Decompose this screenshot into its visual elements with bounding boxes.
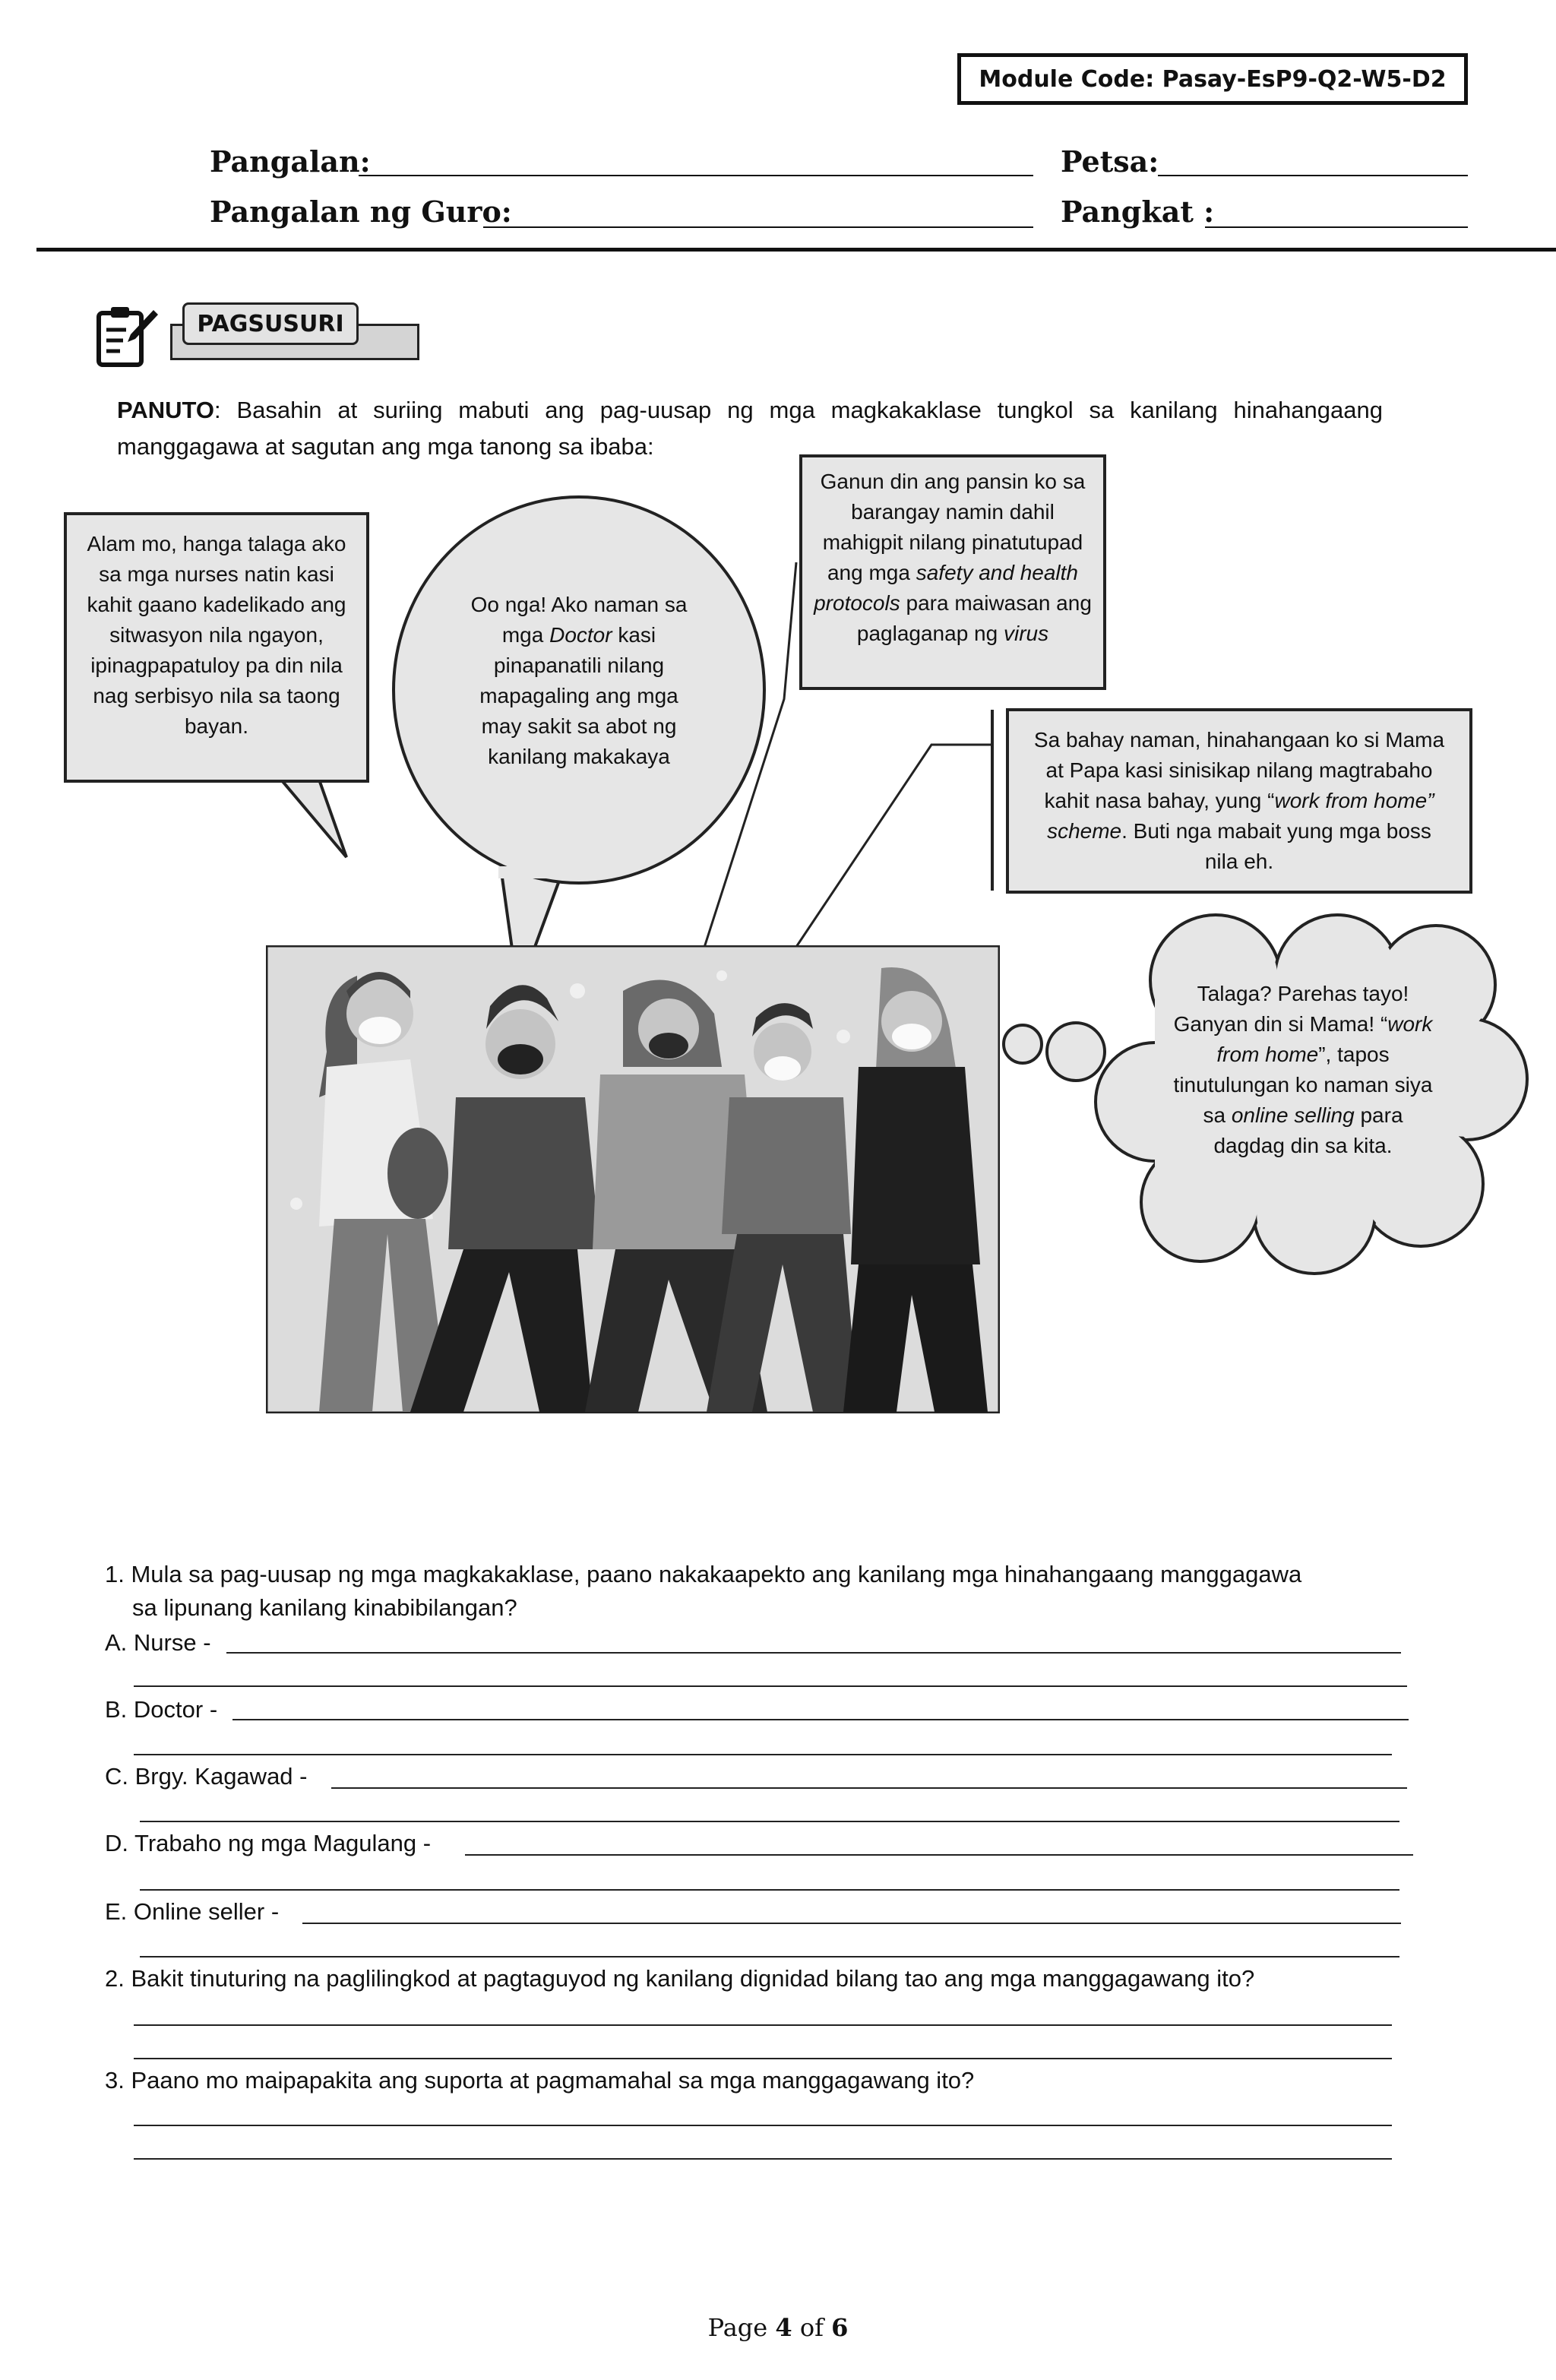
barangay-text-em2: virus	[1003, 622, 1049, 645]
answer-e-line-2[interactable]	[140, 1956, 1399, 1957]
answer-e-label: E. Online seller -	[105, 1898, 280, 1925]
doctor-text-em: Doctor	[549, 623, 612, 647]
nurse-speech-bubble	[64, 512, 369, 783]
answer-b-line-2[interactable]	[134, 1754, 1392, 1755]
answer-c-line-2[interactable]	[140, 1821, 1399, 1822]
classmates-illustration	[266, 945, 1000, 1413]
barangay-text-em1: safety and health protocols	[814, 561, 1079, 615]
barangay-text-1: Ganun din ang pansin ko sa barangay namin dahil mahigpit nilang pinatutupad ang mga	[820, 470, 1086, 584]
question-1-continued: sa lipunang kanilang kinabibilangan?	[132, 1594, 517, 1621]
question-2: 2. Bakit tinuturing na paglilingkod at pagtaguyod ng kanilang dignidad bilang tao ang mga manggagawang ito?	[105, 1965, 1255, 1992]
answer-a-line-1[interactable]	[226, 1652, 1401, 1654]
name-label: Pangalan:	[210, 144, 371, 179]
online-text-3: para dagdag din sa kita.	[1213, 1103, 1403, 1157]
answer-c-label: C. Brgy. Kagawad -	[105, 1763, 308, 1790]
online-text-2: ”, tapos tinutulungan ko naman siya sa	[1173, 1043, 1433, 1127]
answer-3-line-2[interactable]	[134, 2158, 1392, 2160]
parents-text-2: . Buti nga mabait yung mga boss nila eh.	[1121, 819, 1431, 873]
parents-speech-bubble	[1006, 708, 1472, 894]
current-page: 4	[775, 2313, 792, 2342]
instructions-text: : Basahin at suriing mabuti ang pag-uusap ng mga magkakaklase tungkol sa kanilang hinahangaang manggagawa at sagutan ang mga tanong sa ibaba:	[117, 397, 1383, 460]
date-label: Petsa:	[1061, 144, 1159, 179]
answer-2-line-2[interactable]	[134, 2058, 1392, 2059]
module-code: Module Code: Pasay-EsP9-Q2-W5-D2	[979, 65, 1447, 93]
online-text-em2: online selling	[1231, 1103, 1355, 1127]
answer-d-line-2[interactable]	[140, 1889, 1399, 1891]
online-text-em1: work from home	[1216, 1012, 1433, 1066]
answer-e-line-1[interactable]	[302, 1923, 1401, 1924]
doctor-text-2: kasi pinapanatili nilang mapagaling ang mga may sakit sa abot ng kanilang makakaya	[479, 623, 678, 768]
page-number	[0, 2313, 1556, 2342]
page-separator: of	[792, 2313, 832, 2342]
online-thought-bubble	[1170, 979, 1436, 1161]
answer-a-line-2[interactable]	[134, 1685, 1407, 1687]
barangay-text-2: para maiwasan ang paglaganap ng	[856, 591, 1092, 645]
question-1: 1. Mula sa pag-uusap ng mga magkakaklase, paano nakakaapekto ang kanilang mga hinahangaang manggagawa	[105, 1561, 1302, 1587]
answer-c-line-1[interactable]	[331, 1787, 1407, 1789]
answer-a-label: A. Nurse -	[105, 1629, 211, 1656]
answer-d-line-1[interactable]	[465, 1854, 1413, 1856]
online-text-1: Talaga? Parehas tayo! Ganyan din si Mama! “	[1173, 982, 1409, 1036]
parents-text-1: Sa bahay naman, hinahangaan ko si Mama at Papa kasi sinisikap nilang magtrabaho kahit nasa bahay, yung “	[1033, 728, 1445, 812]
parents-text-em: work from home” scheme	[1047, 789, 1434, 843]
answer-d-label: D. Trabaho ng mga Magulang -	[105, 1830, 432, 1856]
answer-3-line-1[interactable]	[134, 2125, 1392, 2126]
section-title-text: PAGSUSURI	[197, 310, 344, 337]
answer-2-line-1[interactable]	[134, 2024, 1392, 2026]
doctor-text-1: Oo nga! Ako naman sa mga	[470, 593, 688, 647]
nurse-bubble-text: Alam mo, hanga talaga ako sa mga nurses natin kasi kahit gaano kadelikado ang sitwasyon nila ngayon, ipinagpapatuloy pa din nila nag serbisyo nila sa taong bayan.	[87, 532, 346, 738]
section-label: Pangkat :	[1061, 195, 1215, 229]
answer-b-line-1[interactable]	[232, 1719, 1409, 1720]
page-prefix: Page	[707, 2313, 776, 2342]
instructions-label: PANUTO	[117, 397, 215, 423]
barangay-speech-bubble	[799, 454, 1106, 690]
teacher-label: Pangalan ng Guro:	[210, 195, 512, 229]
answer-b-label: B. Doctor -	[105, 1696, 218, 1723]
question-3: 3. Paano mo maipapakita ang suporta at pagmamahal sa mga manggagawang ito?	[105, 2067, 975, 2094]
doctor-speech-bubble	[463, 590, 694, 772]
total-pages: 6	[831, 2313, 849, 2342]
